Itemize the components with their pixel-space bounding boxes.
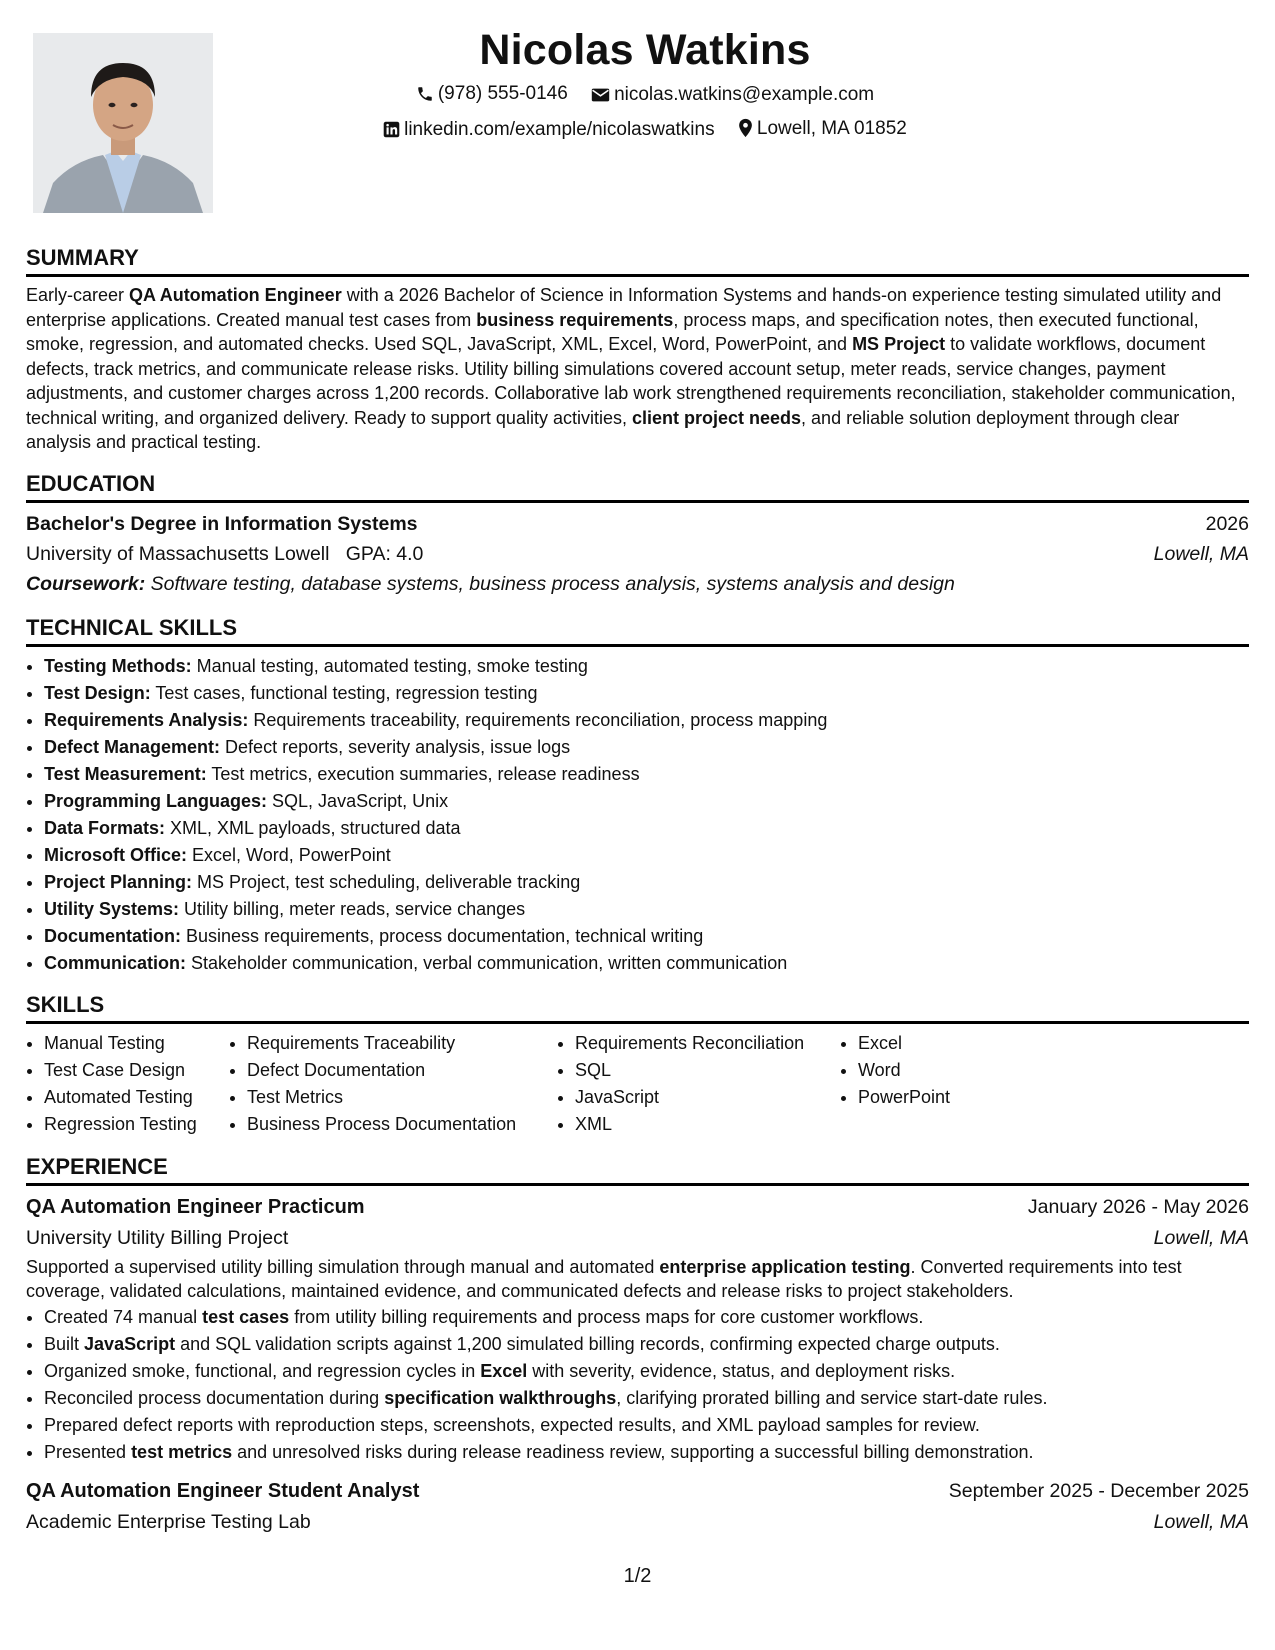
skills-column-1 bbox=[26, 1030, 229, 1138]
technical-skill-label: Microsoft Office: bbox=[44, 844, 188, 865]
skill-item: • JavaScript bbox=[575, 1084, 840, 1111]
summary-text: , and reliable solution deployment through clear analysis and practical testing. bbox=[26, 407, 1180, 452]
job-bullet bbox=[44, 1304, 1249, 1331]
job-bullet-bold: test cases bbox=[202, 1306, 290, 1327]
education-school-row bbox=[26, 539, 1249, 569]
technical-skill-text: XML, XML payloads, structured data bbox=[165, 817, 461, 838]
skills-column-3 bbox=[557, 1030, 840, 1138]
skills-heading: SKILLS bbox=[26, 991, 1249, 1024]
job-bullet bbox=[44, 1439, 1249, 1466]
technical-skill-item bbox=[44, 923, 1249, 950]
technical-skill-text: Test metrics, execution summaries, release readiness bbox=[206, 763, 640, 784]
technical-skill-item bbox=[44, 653, 1249, 680]
technical-skill-text: Manual testing, automated testing, smoke testing bbox=[191, 655, 588, 676]
summary-bold: client project needs bbox=[631, 407, 802, 428]
phone-contact bbox=[416, 78, 568, 109]
technical-skill-label: Utility Systems: bbox=[44, 898, 180, 919]
job-1-org-row bbox=[26, 1223, 1249, 1253]
technical-skill-item bbox=[44, 869, 1249, 896]
job-1-location: Lowell, MA bbox=[1153, 1226, 1249, 1249]
skills-column-4 bbox=[840, 1030, 1008, 1138]
technical-skill-label: Programming Languages: bbox=[44, 790, 268, 811]
job-bullet-text: Built bbox=[44, 1333, 85, 1354]
job-bullet-text: Prepared defect reports with reproduction steps, screenshots, expected results, and XML payload samples for review. bbox=[44, 1414, 980, 1435]
job-1-intro-text: Supported a supervised utility billing simulation through manual and automated bbox=[26, 1256, 660, 1277]
technical-skill-item bbox=[44, 788, 1249, 815]
technical-skill-item bbox=[44, 815, 1249, 842]
technical-skill-label: Requirements Analysis: bbox=[44, 709, 249, 730]
skill-item: • PowerPoint bbox=[858, 1084, 1008, 1111]
technical-skill-label: Communication: bbox=[44, 952, 186, 973]
job-bullet-text: Presented bbox=[44, 1441, 132, 1462]
skill-item: • Business Process Documentation bbox=[247, 1111, 557, 1138]
job-2-org-row bbox=[26, 1507, 1249, 1537]
job-bullet-bold: test metrics bbox=[131, 1441, 233, 1462]
email-contact[interactable] bbox=[591, 79, 874, 110]
technical-skill-item bbox=[44, 842, 1249, 869]
phone-icon bbox=[416, 85, 434, 103]
skill-item: • Excel bbox=[858, 1030, 1008, 1057]
job-1-intro bbox=[26, 1255, 1249, 1304]
summary-bold: MS Project bbox=[852, 334, 946, 354]
job-2-title: QA Automation Engineer Student Analyst bbox=[26, 1479, 420, 1502]
technical-skill-label: Documentation: bbox=[44, 925, 181, 946]
job-2-location: Lowell, MA bbox=[1153, 1510, 1249, 1533]
resume-body bbox=[26, 244, 1249, 1537]
profile-photo-illustration bbox=[33, 33, 213, 213]
school-info bbox=[26, 539, 423, 569]
skill-item: • Automated Testing bbox=[44, 1084, 229, 1111]
job-bullet-text: with severity, evidence, status, and deployment risks. bbox=[527, 1360, 956, 1381]
technical-skill-item bbox=[44, 680, 1249, 707]
technical-skill-item bbox=[44, 734, 1249, 761]
technical-skill-text: Requirements traceability, requirements reconciliation, process mapping bbox=[248, 709, 828, 730]
linkedin-icon bbox=[383, 121, 400, 138]
job-bullet-bold: specification walkthroughs bbox=[384, 1387, 617, 1408]
graduation-year: 2026 bbox=[1205, 512, 1249, 535]
education-degree-row bbox=[26, 509, 1249, 539]
job-bullet-text: Reconciled process documentation during bbox=[44, 1387, 385, 1408]
linkedin-url: linkedin.com/example/nicolaswatkins bbox=[404, 119, 715, 140]
degree-title: Bachelor's Degree in Information Systems bbox=[26, 512, 418, 535]
candidate-name: Nicolas Watkins bbox=[479, 26, 811, 74]
profile-photo bbox=[33, 33, 213, 213]
job-bullet-text: Created 74 manual bbox=[44, 1306, 203, 1327]
technical-skills-heading: TECHNICAL SKILLS bbox=[26, 614, 1249, 647]
technical-skill-label: Test Measurement: bbox=[44, 763, 207, 784]
job-1-org: University Utility Billing Project bbox=[26, 1226, 289, 1249]
job-1-title: QA Automation Engineer Practicum bbox=[26, 1195, 365, 1218]
technical-skill-text: Test cases, functional testing, regression testing bbox=[150, 682, 538, 703]
skills-columns bbox=[26, 1030, 1249, 1138]
technical-skill-label: Testing Methods: bbox=[44, 655, 192, 676]
summary-bold: business requirements bbox=[476, 309, 674, 330]
job-bullet bbox=[44, 1331, 1249, 1358]
job-bullet-text: Organized smoke, functional, and regression cycles in bbox=[44, 1360, 481, 1381]
skill-item: • Test Case Design bbox=[44, 1057, 229, 1084]
technical-skill-text: Defect reports, severity analysis, issue logs bbox=[220, 736, 571, 757]
job-bullet bbox=[44, 1412, 1249, 1439]
technical-skill-label: Test Design: bbox=[44, 682, 151, 703]
summary-heading: SUMMARY bbox=[26, 244, 1249, 277]
job-bullet-text: , clarifying prorated billing and service start-date rules. bbox=[616, 1387, 1048, 1408]
skill-item: • SQL bbox=[575, 1057, 840, 1084]
summary-text: to validate workflows, document defects, track metrics, and communicate release risks. Utility billing simulations covered account setup, meter reads, service changes, payment adjustments, and customer charges across 1,200 records. Collaborative lab work strengthened requirements reconciliation, stakeholder communication, technical writing, and organized delivery. Ready to support quality activities, bbox=[26, 334, 1236, 428]
technical-skill-text: Business requirements, process documentation, technical writing bbox=[181, 925, 704, 946]
school-location: Lowell, MA bbox=[1153, 542, 1249, 565]
technical-skill-item bbox=[44, 950, 1249, 977]
summary-text: Early-career bbox=[26, 285, 130, 305]
summary-bold: QA Automation Engineer bbox=[129, 285, 342, 305]
skill-item: • Test Metrics bbox=[247, 1084, 557, 1111]
map-pin-icon bbox=[738, 118, 753, 138]
job-bullet-bold: Excel bbox=[480, 1360, 528, 1381]
skill-item: • Requirements Traceability bbox=[247, 1030, 557, 1057]
education-heading: EDUCATION bbox=[26, 470, 1249, 503]
technical-skill-label: Data Formats: bbox=[44, 817, 166, 838]
experience-heading: EXPERIENCE bbox=[26, 1153, 1249, 1186]
job-bullet-text: from utility billing requirements and process maps for core customer workflows. bbox=[289, 1306, 924, 1327]
job-1-bullets bbox=[26, 1304, 1249, 1466]
job-bullet-text: and SQL validation scripts against 1,200 simulated billing records, confirming expected charge outputs. bbox=[175, 1333, 1000, 1354]
skills-column-2 bbox=[229, 1030, 557, 1138]
job-1-intro-bold: enterprise application testing bbox=[659, 1256, 911, 1277]
skill-item: • Manual Testing bbox=[44, 1030, 229, 1057]
job-2-dates: September 2025 - December 2025 bbox=[948, 1479, 1249, 1502]
coursework-label: Coursework: bbox=[26, 572, 146, 595]
job-1-dates: January 2026 - May 2026 bbox=[1027, 1195, 1249, 1218]
technical-skill-label: Defect Management: bbox=[44, 736, 221, 757]
technical-skill-item bbox=[44, 896, 1249, 923]
job-bullet bbox=[44, 1358, 1249, 1385]
technical-skill-text: MS Project, test scheduling, deliverable tracking bbox=[192, 871, 581, 892]
location-contact bbox=[738, 113, 907, 144]
coursework-text: Software testing, database systems, business process analysis, systems analysis and design bbox=[145, 572, 955, 595]
linkedin-contact[interactable] bbox=[383, 114, 714, 145]
job-bullet-bold: JavaScript bbox=[84, 1333, 176, 1354]
technical-skills-list bbox=[26, 653, 1249, 977]
contact-line-2 bbox=[240, 113, 1050, 149]
job-2-header bbox=[26, 1476, 1249, 1507]
phone-number: (978) 555-0146 bbox=[437, 83, 568, 104]
technical-skill-text: Utility billing, meter reads, service changes bbox=[179, 898, 526, 919]
job-2-org: Academic Enterprise Testing Lab bbox=[26, 1510, 311, 1533]
resume-header bbox=[240, 22, 1050, 148]
summary-text: , process maps, and specification notes, then executed functional, smoke, regression, and automated checks. Used SQL, JavaScript, XML, Excel, Word, PowerPoint, and bbox=[26, 309, 1199, 354]
technical-skill-item bbox=[44, 707, 1249, 734]
technical-skill-text: SQL, JavaScript, Unix bbox=[267, 790, 449, 811]
job-1-header bbox=[26, 1192, 1249, 1223]
technical-skill-text: Excel, Word, PowerPoint bbox=[187, 844, 391, 865]
skill-item: • Regression Testing bbox=[44, 1111, 229, 1138]
page-number: 1/2 bbox=[623, 1565, 652, 1587]
technical-skill-item bbox=[44, 761, 1249, 788]
location-text: Lowell, MA 01852 bbox=[756, 117, 907, 139]
skill-item: • Defect Documentation bbox=[247, 1057, 557, 1084]
job-bullet bbox=[44, 1385, 1249, 1412]
skill-item: • XML bbox=[575, 1111, 840, 1138]
contact-line-1 bbox=[240, 78, 1050, 113]
coursework bbox=[26, 569, 1249, 600]
job-1-intro-text: . Converted requirements into test coverage, validated calculations, maintained evidence, and communicated defects and release risks to project stakeholders. bbox=[26, 1256, 1182, 1301]
technical-skill-text: Stakeholder communication, verbal communication, written communication bbox=[186, 952, 788, 973]
summary-text: with a 2026 Bachelor of Science in Information Systems and hands-on experience testing simulated utility and enterprise applications. Created manual test cases from bbox=[26, 285, 1222, 330]
envelope-icon bbox=[591, 87, 610, 103]
job-bullet-text: and unresolved risks during release readiness review, supporting a successful billing demonstration. bbox=[232, 1441, 1034, 1462]
skill-item: • Word bbox=[858, 1057, 1008, 1084]
school-name: University of Massachusetts Lowell bbox=[26, 542, 330, 565]
gpa: GPA: 4.0 bbox=[345, 542, 424, 565]
skill-item: • Requirements Reconciliation bbox=[575, 1030, 840, 1057]
summary-paragraph bbox=[26, 283, 1249, 455]
technical-skill-label: Project Planning: bbox=[44, 871, 193, 892]
email-address: nicolas.watkins@example.com bbox=[614, 84, 875, 105]
